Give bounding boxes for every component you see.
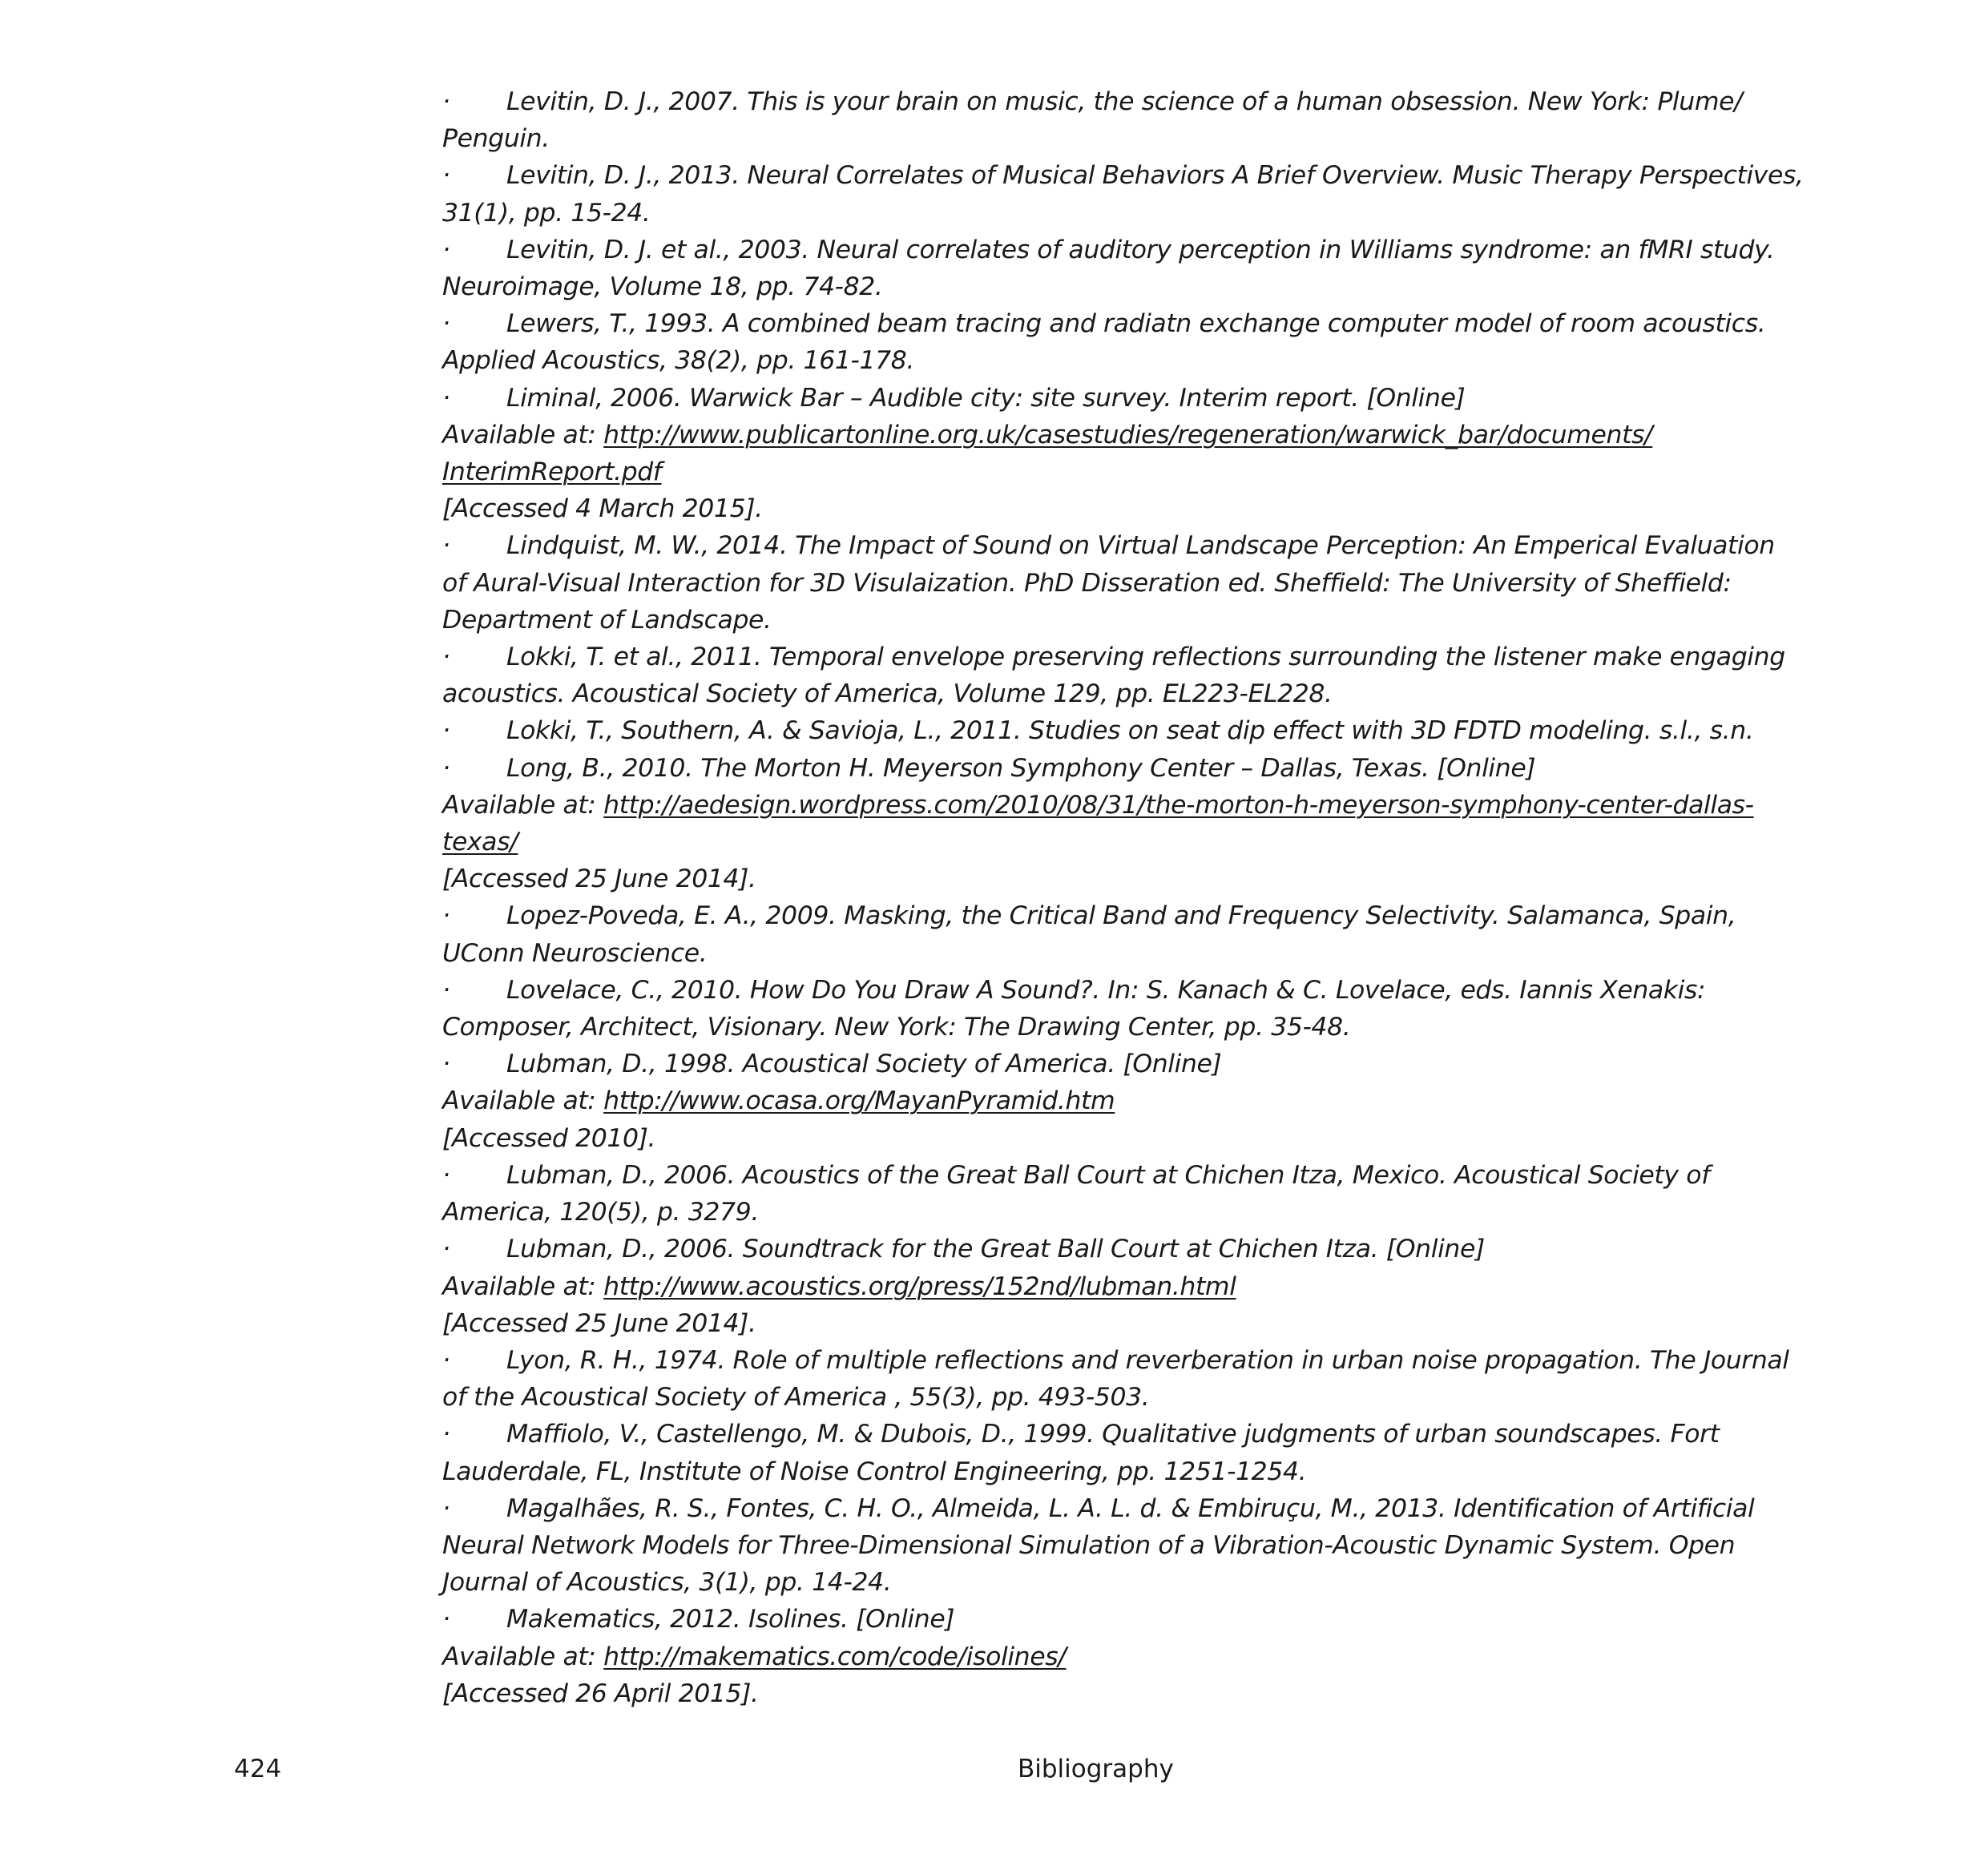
bullet-marker: · (442, 1160, 450, 1190)
bullet-marker: · (442, 1345, 450, 1375)
reference-line (442, 380, 1756, 417)
reference-text: [Accessed 26 April 2015]. (442, 1679, 759, 1708)
reference-line (442, 1082, 1756, 1119)
reference-url-link[interactable]: http://makematics.com/code/isolines/ (603, 1642, 1067, 1671)
reference-line (442, 602, 1756, 639)
reference-entry (442, 639, 1785, 712)
reference-entry (442, 380, 1756, 528)
reference-text: Available at: (442, 1086, 604, 1116)
reference-line (442, 1231, 1756, 1267)
reference-text: [Accessed 4 March 2015]. (442, 494, 763, 524)
reference-line (442, 1305, 1756, 1342)
reference-url-link[interactable]: http://aedesign.wordpress.com/2010/08/31/the-morton-h-meyerson-symphony-center-dallas- (603, 790, 1754, 820)
reference-entry (442, 1231, 1756, 1342)
reference-entry (442, 157, 1804, 231)
reference-line (442, 342, 1756, 379)
reference-line (442, 1009, 1756, 1046)
reference-text: Lubman, D., 1998. Acoustical Society of America. [Online] (506, 1050, 1222, 1079)
reference-line (442, 490, 1756, 527)
reference-entry (442, 897, 1756, 971)
bibliography-list (442, 83, 1804, 1712)
reference-line (442, 527, 1775, 564)
reference-text: 31(1), pp. 15-24. (442, 198, 651, 228)
reference-entry (442, 232, 1775, 305)
reference-line (442, 860, 1756, 897)
reference-text: Available at: (442, 790, 604, 820)
reference-url-link[interactable]: http://www.ocasa.org/MayanPyramid.htm (603, 1086, 1115, 1116)
reference-line (442, 1490, 1756, 1527)
reference-text: Available at: (442, 1271, 604, 1301)
reference-text: Long, B., 2010. The Morton H. Meyerson Symphony Center – Dallas, Texas. [Online] (506, 753, 1536, 783)
running-title: Bibliography (1018, 1755, 1174, 1783)
bullet-marker: · (442, 235, 450, 264)
reference-line (442, 1157, 1756, 1194)
reference-text: Lindquist, M. W., 2014. The Impact of Sound on Virtual Landscape Perception: An Emperical Evaluation (506, 531, 1775, 561)
reference-line (442, 1046, 1756, 1082)
reference-entry (442, 1601, 1756, 1712)
reference-entry (442, 750, 1756, 898)
bullet-marker: · (442, 1235, 450, 1264)
reference-line (442, 1527, 1756, 1564)
reference-line (442, 1675, 1756, 1712)
reference-entry (442, 1342, 1789, 1416)
reference-line (442, 195, 1756, 232)
reference-entry (442, 305, 1766, 379)
reference-text: Lopez-Poveda, E. A., 2009. Masking, the Critical Band and Frequency Selectivity. Salamanca, Spain, (506, 901, 1736, 931)
reference-text: Levitin, D. J., 2013. Neural Correlates of Musical Behaviors A Brief Overview. Music Therapy Perspectives, (506, 161, 1804, 191)
reference-line (442, 417, 1756, 453)
bullet-marker: · (442, 383, 450, 413)
reference-line (442, 232, 1775, 268)
bullet-marker: · (442, 1050, 450, 1079)
reference-line (442, 1564, 1756, 1601)
reference-text: UConn Neuroscience. (442, 938, 708, 968)
reference-line (442, 565, 1756, 602)
reference-text: Lubman, D., 2006. Acoustics of the Great Ball Court at Chichen Itza, Mexico. Acoustical Society of (506, 1160, 1710, 1190)
reference-text: Penguin. (442, 124, 550, 154)
reference-text: Available at: (442, 1642, 604, 1671)
reference-text: Levitin, D. J., 2007. This is your brain on music, the science of a human obsession. New York: Plume/ (506, 87, 1743, 116)
bullet-marker: · (442, 309, 450, 339)
reference-url-link[interactable]: InterimReport.pdf (442, 457, 662, 487)
reference-text: Available at: (442, 420, 604, 449)
reference-line (442, 712, 1756, 749)
reference-text: Magalhães, R. S., Fontes, C. H. O., Almeida, L. A. L. d. & Embiruçu, M., 2013. Identification of Artificial (506, 1493, 1755, 1523)
reference-line (442, 1601, 1756, 1638)
reference-text: of the Acoustical Society of America , 55(3), pp. 493-503. (442, 1383, 1150, 1413)
reference-text: Lewers, T., 1993. A combined beam tracing and radiatn exchange computer model of room acoustics. (506, 309, 1766, 339)
reference-line (442, 1120, 1756, 1157)
bullet-marker: · (442, 531, 450, 561)
reference-line (442, 824, 1756, 860)
reference-line (442, 639, 1785, 675)
reference-line (442, 972, 1756, 1009)
bullet-marker: · (442, 643, 450, 672)
reference-entry (442, 1490, 1756, 1602)
reference-line (442, 1453, 1756, 1490)
reference-line (442, 120, 1756, 157)
reference-line (442, 787, 1756, 824)
reference-text: Maffiolo, V., Castellengo, M. & Dubois, D., 1999. Qualitative judgments of urban soundscapes. Fort (506, 1420, 1720, 1449)
bullet-marker: · (442, 1420, 450, 1449)
bullet-marker: · (442, 901, 450, 931)
reference-line (442, 935, 1756, 972)
page-number: 424 (234, 1755, 282, 1783)
reference-line (442, 83, 1756, 120)
bullet-marker: · (442, 161, 450, 191)
reference-line (442, 1416, 1756, 1453)
reference-entry (442, 527, 1775, 639)
bullet-marker: · (442, 87, 450, 116)
reference-entry (442, 1157, 1756, 1231)
reference-line (442, 305, 1766, 342)
reference-line (442, 1268, 1756, 1305)
reference-line (442, 750, 1756, 787)
reference-text: Department of Landscape. (442, 605, 772, 635)
reference-text: Lokki, T. et al., 2011. Temporal envelope preserving reflections surrounding the listener make engaging (506, 643, 1785, 672)
reference-entry (442, 972, 1756, 1046)
reference-text: Lyon, R. H., 1974. Role of multiple reflections and reverberation in urban noise propagation. The Journal (506, 1345, 1789, 1375)
reference-text: Neural Network Models for Three-Dimensional Simulation of a Vibration-Acoustic Dynamic System. Open (442, 1530, 1736, 1560)
reference-text: Applied Acoustics, 38(2), pp. 161-178. (442, 346, 914, 376)
reference-text: Lokki, T., Southern, A. & Savioja, L., 2011. Studies on seat dip effect with 3D FDTD modeling. s.l., s.n. (506, 716, 1754, 746)
reference-text: Liminal, 2006. Warwick Bar – Audible city: site survey. Interim report. [Online] (506, 383, 1466, 413)
bullet-marker: · (442, 716, 450, 746)
reference-text: of Aural-Visual Interaction for 3D Visulaization. PhD Disseration ed. Sheffield: The University of Sheffield: (442, 568, 1732, 598)
bullet-marker: · (442, 975, 450, 1005)
reference-line (442, 675, 1756, 712)
reference-text: Levitin, D. J. et al., 2003. Neural correlates of auditory perception in Williams syndrome: an fMRI study. (506, 235, 1775, 264)
reference-line (442, 1638, 1756, 1675)
reference-text: [Accessed 2010]. (442, 1123, 656, 1153)
reference-text: Lovelace, C., 2010. How Do You Draw A Sound?. In: S. Kanach & C. Lovelace, eds. Iannis Xenakis: (506, 975, 1706, 1005)
reference-text: Composer, Architect, Visionary. New York: The Drawing Center, pp. 35-48. (442, 1013, 1351, 1042)
bullet-marker: · (442, 1493, 450, 1523)
reference-text: Makematics, 2012. Isolines. [Online] (506, 1605, 955, 1634)
reference-text: Lauderdale, FL, Institute of Noise Control Engineering, pp. 1251-1254. (442, 1457, 1307, 1486)
reference-text: acoustics. Acoustical Society of America, Volume 129, pp. EL223-EL228. (442, 679, 1333, 709)
reference-line (442, 453, 1756, 490)
reference-entry (442, 712, 1756, 749)
reference-text: Lubman, D., 2006. Soundtrack for the Great Ball Court at Chichen Itza. [Online] (506, 1235, 1485, 1264)
bullet-marker: · (442, 753, 450, 783)
reference-entry (442, 1416, 1756, 1489)
bullet-marker: · (442, 1605, 450, 1634)
reference-url-link[interactable]: http://www.publicartonline.org.uk/casestudies/regeneration/warwick_bar/documents/ (603, 420, 1653, 449)
reference-text: [Accessed 25 June 2014]. (442, 864, 756, 894)
reference-line (442, 1379, 1756, 1416)
reference-text: [Accessed 25 June 2014]. (442, 1308, 756, 1338)
reference-line (442, 1342, 1789, 1379)
reference-entry (442, 1046, 1756, 1157)
reference-text: America, 120(5), p. 3279. (442, 1198, 759, 1227)
reference-line (442, 1194, 1756, 1231)
reference-line (442, 897, 1756, 934)
reference-line (442, 268, 1756, 305)
reference-url-link[interactable]: http://www.acoustics.org/press/152nd/lubman.html (603, 1271, 1236, 1301)
reference-text: Neuroimage, Volume 18, pp. 74-82. (442, 272, 883, 302)
reference-line (442, 157, 1804, 194)
reference-entry (442, 83, 1756, 157)
reference-url-link[interactable]: texas/ (442, 828, 518, 857)
reference-text: Journal of Acoustics, 3(1), pp. 14-24. (442, 1568, 892, 1598)
